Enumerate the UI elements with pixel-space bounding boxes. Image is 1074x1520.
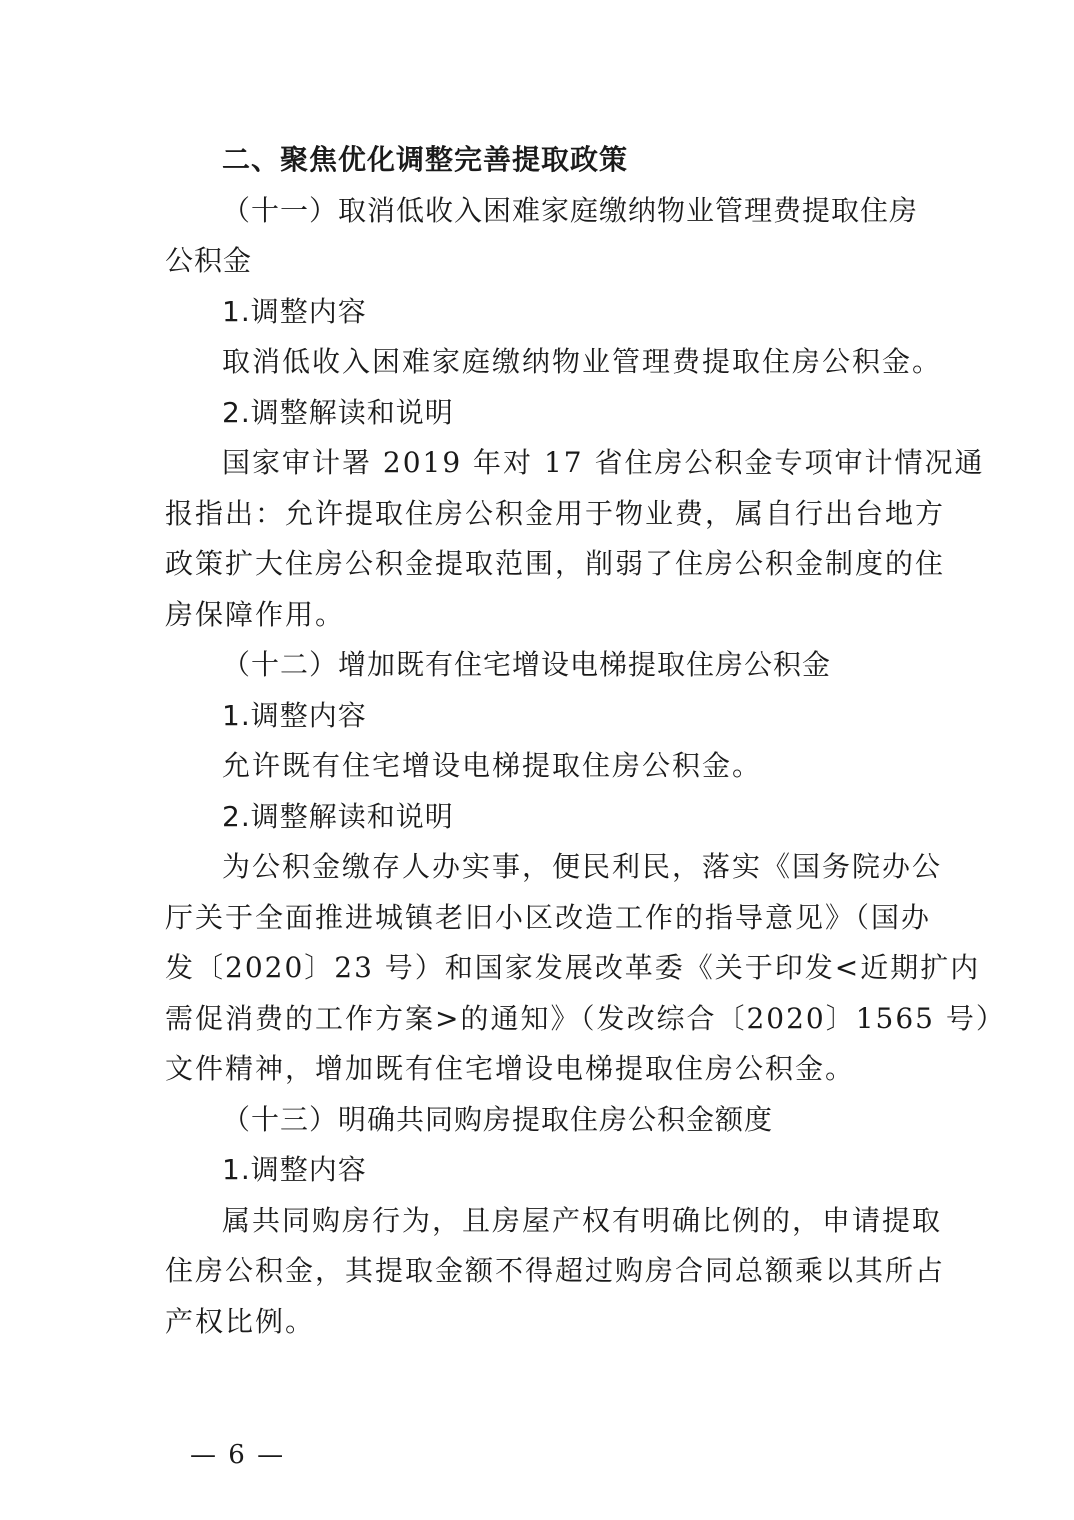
- page-number: — 6 —: [190, 1440, 286, 1470]
- section-title: 二、聚焦优化调整完善提取政策: [222, 143, 629, 176]
- item12-content-heading: 1.调整内容: [222, 699, 367, 732]
- item11-content-heading: 1.调整内容: [222, 295, 367, 328]
- item12-explain-line: 厅关于全面推进城镇老旧小区改造工作的指导意见》（国办: [165, 901, 932, 934]
- item13-content-line: 属共同购房行为，且房屋产权有明确比例的，申请提取: [222, 1204, 943, 1237]
- item12-content-text: 允许既有住宅增设电梯提取住房公积金。: [222, 749, 763, 782]
- item12-explain-line: 需促消费的工作方案>的通知》（发改综合〔2020〕1565 号）: [165, 1002, 1006, 1035]
- item11-title-line2: 公积金: [165, 244, 253, 277]
- item11-content-text: 取消低收入困难家庭缴纳物业管理费提取住房公积金。: [222, 345, 943, 378]
- item12-explain-line: 文件精神，增加既有住宅增设电梯提取住房公积金。: [165, 1052, 856, 1085]
- item12-explain-heading: 2.调整解读和说明: [222, 800, 454, 833]
- item11-explain-line: 房保障作用。: [165, 598, 346, 631]
- item11-explain-line: 国家审计署 2019 年对 17 省住房公积金专项审计情况通: [222, 446, 985, 479]
- item11-explain-line: 报指出：允许提取住房公积金用于物业费，属自行出台地方: [165, 497, 946, 530]
- item13-content-line: 住房公积金，其提取金额不得超过购房合同总额乘以其所占: [165, 1254, 946, 1287]
- item11-explain-heading: 2.调整解读和说明: [222, 396, 454, 429]
- item12-title: （十二）增加既有住宅增设电梯提取住房公积金: [222, 648, 832, 681]
- item12-explain-line: 为公积金缴存人办实事，便民利民，落实《国务院办公: [222, 850, 943, 883]
- item12-explain-line: 发〔2020〕23 号）和国家发展改革委《关于印发<近期扩内: [165, 951, 981, 984]
- item13-title: （十三）明确共同购房提取住房公积金额度: [222, 1103, 774, 1136]
- item13-content-heading: 1.调整内容: [222, 1153, 367, 1186]
- item11-title-line1: （十一）取消低收入困难家庭缴纳物业管理费提取住房: [222, 194, 919, 227]
- item11-explain-line: 政策扩大住房公积金提取范围，削弱了住房公积金制度的住: [165, 547, 946, 580]
- item13-content-line: 产权比例。: [165, 1305, 316, 1338]
